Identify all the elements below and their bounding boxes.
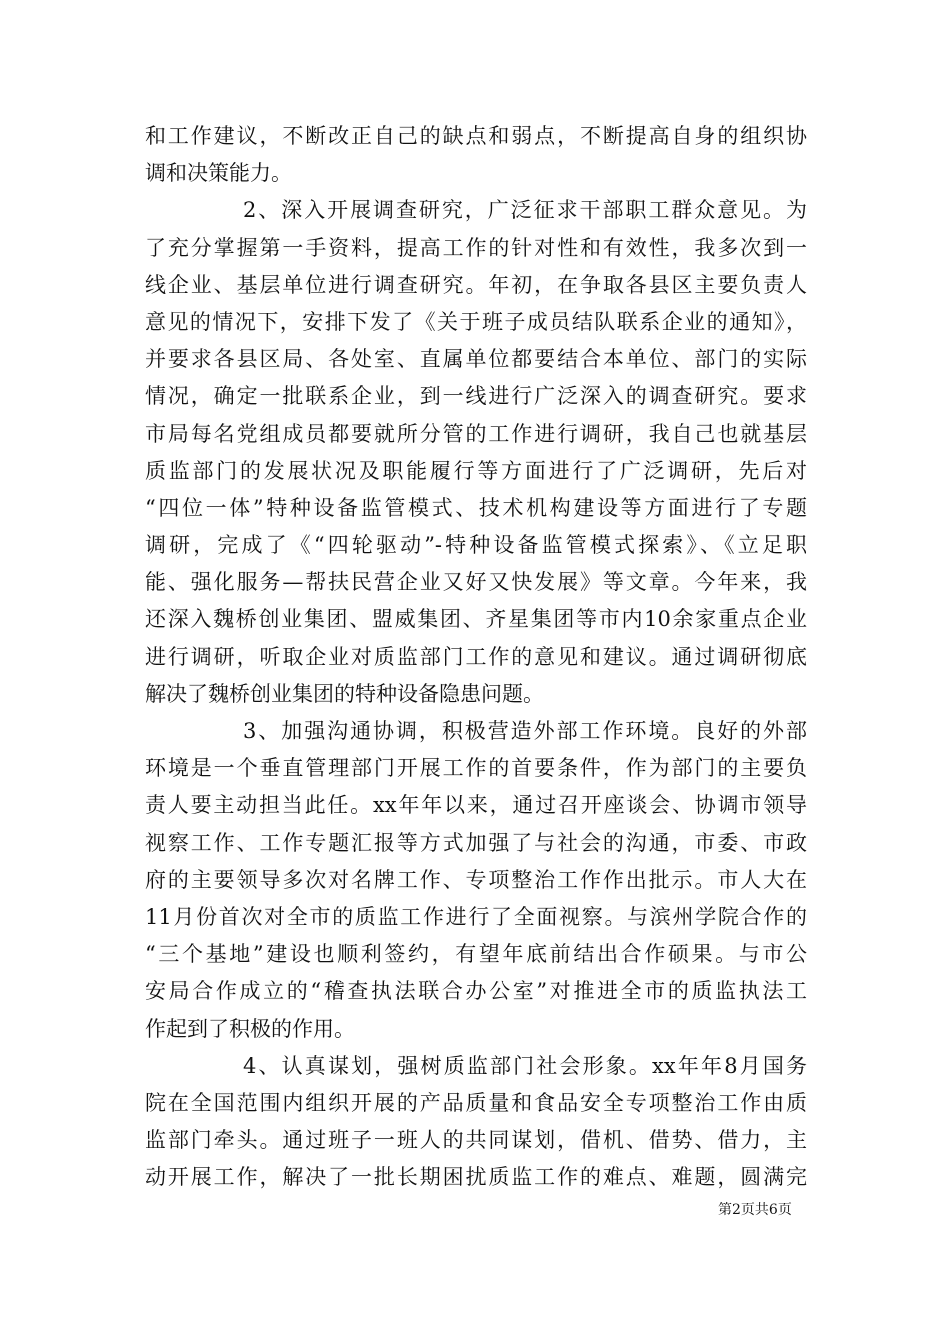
text-line: 和工作建议，不断改正自己的缺点和弱点，不断提高自身的组织协 (145, 124, 807, 148)
text-line: 视察工作、工作专题汇报等方式加强了与社会的沟通，市委、市政 (145, 830, 807, 855)
text-line: 动开展工作，解决了一批长期困扰质监工作的难点、难题，圆满完 (145, 1165, 807, 1190)
paragraph-4-heading-line: 4、认真谋划，强树质监部门社会形象。xx年年8月国务 (243, 1053, 807, 1078)
text-line: 调和决策能力。 (145, 161, 292, 186)
text-line: 并要求各县区局、各处室、直属单位都要结合本单位、部门的实际 (145, 347, 807, 372)
text-line: 还深入魏桥创业集团、盟威集团、齐星集团等市内10余家重点企业 (145, 607, 807, 632)
paragraph-2-heading-line: 2、深入开展调查研究，广泛征求干部职工群众意见。为 (243, 198, 807, 223)
page-number: 第2页共6页 (718, 1202, 792, 1218)
text-line: “四位一体”特种设备监管模式、技术机构建设等方面进行了专题 (145, 495, 807, 520)
document-body (145, 118, 807, 1196)
text-line: 环境是一个垂直管理部门开展工作的首要条件，作为部门的主要负 (145, 756, 807, 781)
text-line: 调研，完成了《“四轮驱动”-特种设备监管模式探索》、《立足职 (145, 533, 807, 558)
text-line: 安局合作成立的“稽查执法联合办公室”对推进全市的质监执法工 (145, 979, 807, 1004)
text-line: 解决了魏桥创业集团的特种设备隐患问题。 (145, 681, 544, 706)
text-line: 线企业、基层单位进行调查研究。年初，在争取各县区主要负责人 (145, 272, 807, 297)
text-line: 情况，确定一批联系企业，到一线进行广泛深入的调查研究。要求 (145, 384, 807, 409)
text-line: 作起到了积极的作用。 (145, 1016, 355, 1041)
text-line: 进行调研，听取企业对质监部门工作的意见和建议。通过调研彻底 (145, 644, 807, 669)
text-line: 监部门牵头。通过班子一班人的共同谋划，借机、借势、借力，主 (145, 1128, 807, 1153)
text-line: 市局每名党组成员都要就所分管的工作进行调研，我自己也就基层 (145, 421, 807, 446)
text-line: 能、强化服务—帮扶民营企业又好又快发展》等文章。今年来，我 (145, 570, 807, 595)
text-line: 责人要主动担当此任。xx年年以来，通过召开座谈会、协调市领导 (145, 793, 807, 818)
text-line: 府的主要领导多次对名牌工作、专项整治工作作出批示。市人大在 (145, 867, 807, 892)
text-line: 院在全国范围内组织开展的产品质量和食品安全专项整治工作由质 (145, 1090, 807, 1115)
text-line: 11月份首次对全市的质监工作进行了全面视察。与滨州学院合作的 (145, 904, 807, 929)
text-line: 意见的情况下，安排下发了《关于班子成员结队联系企业的通知》， (145, 309, 807, 334)
text-line: 了充分掌握第一手资料，提高工作的针对性和有效性，我多次到一 (145, 235, 807, 260)
text-line: “三个基地”建设也顺利签约，有望年底前结出合作硕果。与市公 (145, 942, 807, 967)
paragraph-3-heading-line: 3、加强沟通协调，积极营造外部工作环境。良好的外部 (243, 719, 807, 743)
text-line: 质监部门的发展状况及职能履行等方面进行了广泛调研，先后对 (145, 458, 807, 483)
